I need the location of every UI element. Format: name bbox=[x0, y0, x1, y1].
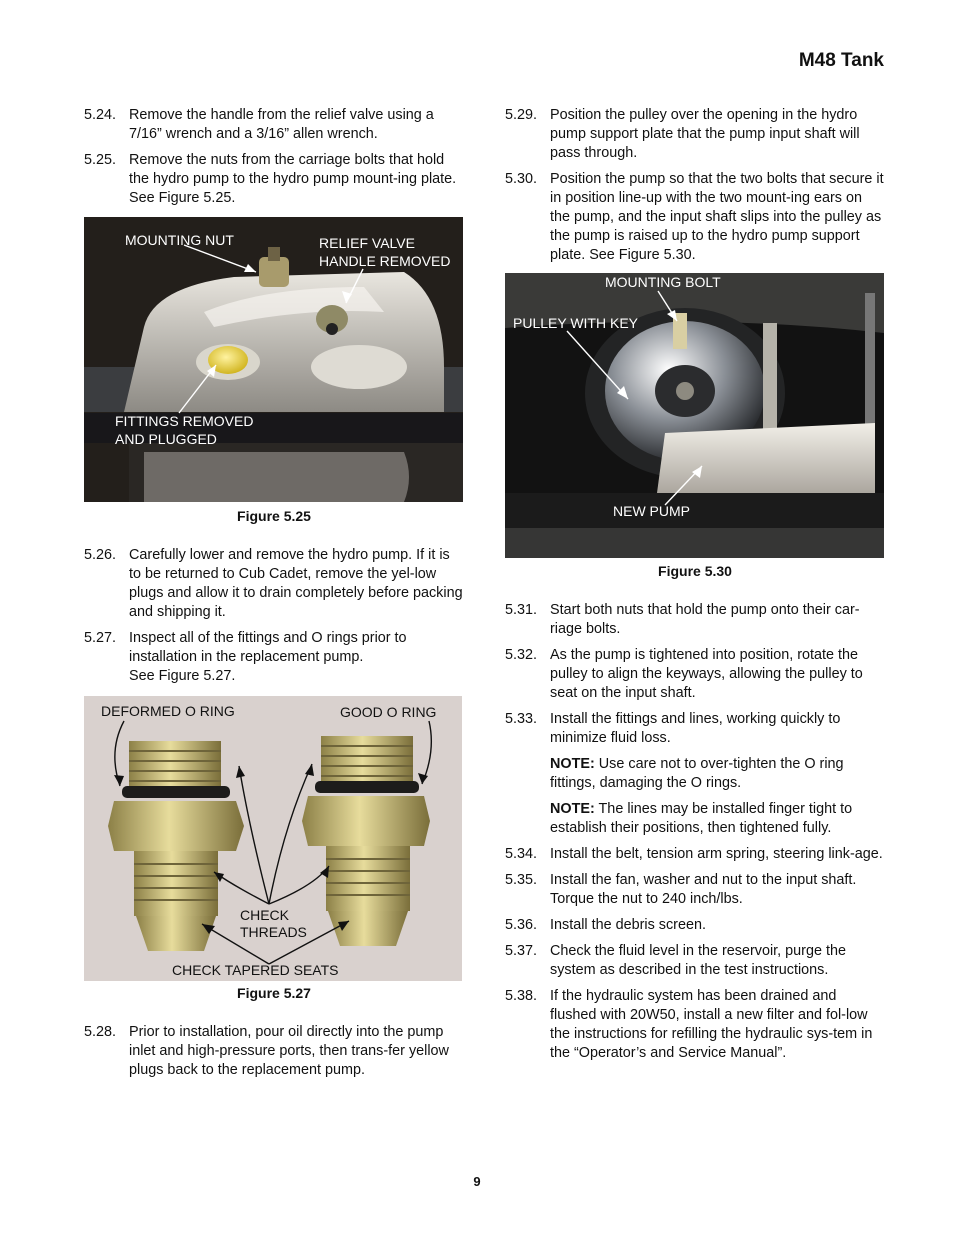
figure-5-27-caption: Figure 5.27 bbox=[237, 985, 311, 1001]
figure-5-30-photo bbox=[505, 273, 884, 558]
step-5-36 bbox=[505, 916, 885, 935]
figure-5-27-photo bbox=[84, 696, 462, 981]
label-fittings-line1: FITTINGS REMOVED bbox=[115, 413, 254, 429]
step-5-29 bbox=[505, 106, 885, 163]
label-mounting-nut: MOUNTING NUT bbox=[125, 232, 234, 248]
step-number: 5.26. bbox=[84, 547, 117, 563]
step-number: 5.38. bbox=[505, 988, 538, 1004]
step-number: 5.37. bbox=[505, 943, 538, 959]
step-5-26 bbox=[84, 546, 464, 622]
step-number: 5.36. bbox=[505, 917, 538, 933]
figure-5-30-leader-lines bbox=[505, 273, 884, 558]
step-text: Install the belt, tension arm spring, steering link-age. bbox=[550, 846, 883, 862]
label-deformed-o-ring: DEFORMED O RING bbox=[101, 703, 235, 719]
step-text: Check the fluid level in the reservoir, purge the system as described in the test instructions. bbox=[550, 943, 846, 978]
note-label: NOTE: bbox=[550, 801, 595, 817]
figure-5-27 bbox=[84, 696, 464, 1001]
step-5-27 bbox=[84, 629, 464, 686]
step-5-34 bbox=[505, 845, 885, 864]
figure-5-25-caption: Figure 5.25 bbox=[237, 508, 311, 524]
figure-5-30-caption: Figure 5.30 bbox=[658, 563, 732, 579]
step-5-37 bbox=[505, 942, 885, 980]
step-text: Install the fan, washer and nut to the input shaft. Torque the nut to 240 inch/lbs. bbox=[550, 872, 857, 907]
step-number: 5.32. bbox=[505, 647, 538, 663]
figure-5-25-photo bbox=[84, 217, 463, 502]
step-text: Remove the handle from the relief valve using a 7/16” wrench and a 3/16” allen wrench. bbox=[129, 107, 434, 142]
step-number: 5.35. bbox=[505, 872, 538, 888]
step-number: 5.25. bbox=[84, 152, 117, 168]
step-text: Install the fittings and lines, working quickly to minimize fluid loss. bbox=[550, 711, 841, 746]
figure-5-30 bbox=[505, 273, 885, 579]
step-number: 5.28. bbox=[84, 1024, 117, 1040]
label-fittings-line2: AND PLUGGED bbox=[115, 431, 217, 447]
label-mounting-bolt: MOUNTING BOLT bbox=[605, 274, 721, 290]
step-number: 5.31. bbox=[505, 602, 538, 618]
left-column bbox=[84, 106, 464, 1087]
right-column bbox=[505, 106, 885, 1070]
note-text: Use care not to over-tighten the O ring fittings, damaging the O rings. bbox=[550, 756, 844, 791]
step-text-main: Inspect all of the fittings and O rings prior to installation in the replacement pump. bbox=[129, 630, 407, 665]
step-text: As the pump is tightened into position, rotate the pulley to align the keyways, allowing the pulley to seat on the input shaft. bbox=[550, 647, 863, 701]
step-text: Start both nuts that hold the pump onto their car-riage bolts. bbox=[550, 602, 860, 637]
step-5-33 bbox=[505, 710, 885, 748]
step-number: 5.34. bbox=[505, 846, 538, 862]
step-text: Carefully lower and remove the hydro pump. If it is to be returned to Cub Cadet, remove the yel-low plugs and allow it to drain completely before packing and shipping it. bbox=[129, 547, 463, 620]
step-text: Position the pump so that the two bolts that secure it in position line-up with the two mount-ing ears on the pump, and the input shaft slips into the pulley as the pump is raised up to the hydro pump support plate. See Figure 5.30. bbox=[550, 171, 884, 263]
note-over-tighten bbox=[550, 755, 885, 793]
label-check-threads-line2: THREADS bbox=[240, 924, 307, 940]
step-text: Remove the nuts from the carriage bolts that hold the hydro pump to the hydro pump mount-ing plate. See Figure 5.25. bbox=[129, 152, 457, 206]
page-number: 9 bbox=[473, 1174, 481, 1189]
step-number: 5.24. bbox=[84, 107, 117, 123]
step-number: 5.27. bbox=[84, 630, 117, 646]
step-number: 5.30. bbox=[505, 171, 538, 187]
step-5-24 bbox=[84, 106, 464, 144]
label-check-threads-line1: CHECK bbox=[240, 907, 290, 923]
step-text: Prior to installation, pour oil directly into the pump inlet and high-pressure ports, then trans-fer yellow plugs back to the replacement pump. bbox=[129, 1024, 449, 1078]
step-5-25 bbox=[84, 151, 464, 208]
label-relief-valve-line1: RELIEF VALVE bbox=[319, 235, 415, 251]
label-pulley-with-key: PULLEY WITH KEY bbox=[513, 315, 639, 331]
step-text: Position the pulley over the opening in the hydro pump support plate that the pump input shaft will pass through. bbox=[550, 107, 860, 161]
label-check-tapered-seats: CHECK TAPERED SEATS bbox=[172, 962, 339, 978]
step-text: If the hydraulic system has been drained and flushed with 20W50, install a new filter and fol-low the instructions for refilling the hydraulic sys-tem in the “Operator’s and Service Manual”. bbox=[550, 988, 873, 1061]
label-relief-valve-line2: HANDLE REMOVED bbox=[319, 253, 451, 269]
step-text bbox=[129, 629, 464, 686]
note-label: NOTE: bbox=[550, 756, 595, 772]
step-number: 5.29. bbox=[505, 107, 538, 123]
step-5-28 bbox=[84, 1023, 464, 1080]
step-text: Install the debris screen. bbox=[550, 917, 706, 933]
label-good-o-ring: GOOD O RING bbox=[340, 704, 437, 720]
figure-5-25 bbox=[84, 217, 464, 524]
figure-5-25-leader-lines bbox=[84, 217, 463, 502]
label-new-pump: NEW PUMP bbox=[613, 503, 690, 519]
step-number: 5.33. bbox=[505, 711, 538, 727]
step-5-30 bbox=[505, 170, 885, 265]
figure-5-27-leader-lines bbox=[84, 696, 462, 981]
step-5-32 bbox=[505, 646, 885, 703]
note-text: The lines may be installed finger tight to establish their positions, then tightened fully. bbox=[550, 801, 853, 836]
step-5-35 bbox=[505, 871, 885, 909]
step-text-ref: See Figure 5.27. bbox=[129, 668, 236, 684]
step-5-38 bbox=[505, 987, 885, 1063]
step-5-31 bbox=[505, 601, 885, 639]
note-finger-tight bbox=[550, 800, 885, 838]
document-title: M48 Tank bbox=[798, 50, 884, 71]
